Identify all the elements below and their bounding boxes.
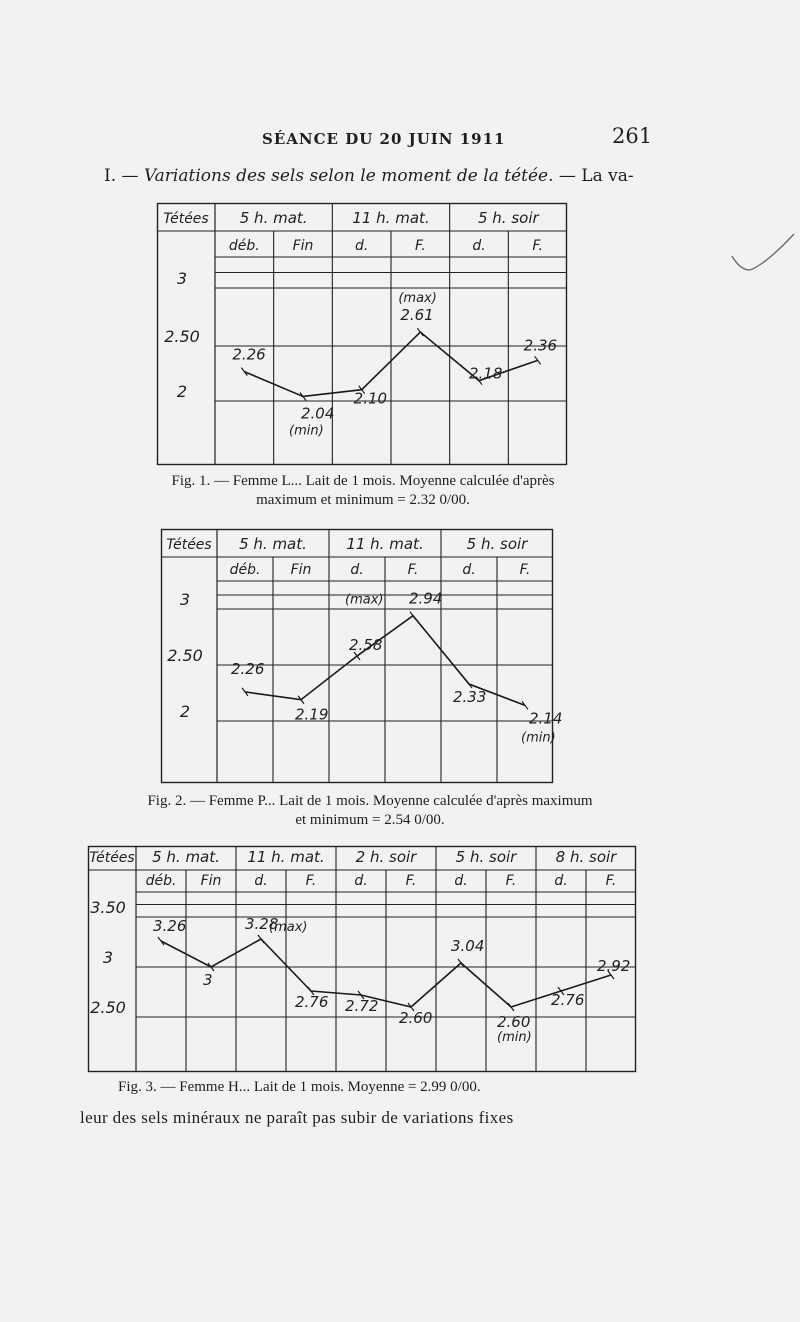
- group-label: 5 h. soir: [455, 848, 517, 866]
- group-label: 5 h. soir: [477, 209, 539, 227]
- section-prefix: I. —: [104, 166, 139, 186]
- data-point-mark: [158, 937, 164, 945]
- section-title: Variations des sels selon le moment de la tétée.: [143, 166, 554, 186]
- data-label: 2.76: [551, 991, 585, 1009]
- y-tick-label: 3: [179, 590, 191, 609]
- max-annotation: (max): [269, 920, 308, 935]
- figure-1-chart: [157, 203, 567, 465]
- group-label: 5 h. mat.: [239, 535, 307, 553]
- figure-3-chart: [88, 846, 636, 1072]
- figure-3-caption-line1: Fig. 3. — Femme H... Lait de 1 mois. Moyenne = 2.99 0/00.: [118, 1079, 481, 1095]
- min-annotation: (min): [289, 423, 324, 439]
- data-label: 2.72: [345, 997, 379, 1015]
- data-label: 2.10: [353, 389, 388, 408]
- group-label: 11 h. mat.: [352, 209, 430, 227]
- group-label: 11 h. mat.: [247, 848, 325, 866]
- page-header: [0, 118, 800, 158]
- data-label: 3.28: [245, 915, 279, 933]
- data-label: 2.33: [453, 688, 487, 707]
- figure-2-chart: [161, 529, 563, 783]
- data-label: 2.76: [295, 993, 329, 1011]
- subcolumn-label: d.: [454, 873, 468, 889]
- figure-1-caption-line1: Fig. 1. — Femme L... Lait de 1 mois. Moyenne calculée d'après: [171, 473, 555, 489]
- data-label: 3: [203, 971, 213, 989]
- data-label: 2.26: [232, 345, 266, 364]
- subcolumn-label: Fin: [292, 238, 314, 254]
- figure-1-caption: [108, 472, 618, 510]
- data-label: 2.58: [349, 636, 383, 655]
- page-number: 261: [612, 124, 653, 148]
- subcolumn-label: d.: [254, 873, 268, 889]
- data-label: 2.14: [529, 709, 563, 728]
- figure-2-caption-line1: Fig. 2. — Femme P... Lait de 1 mois. Moyenne calculée d'après maximum: [147, 793, 593, 809]
- figure-2-caption: [70, 792, 670, 830]
- y-tick-label: 3: [176, 269, 188, 288]
- subcolumn-label: déb.: [229, 562, 261, 578]
- data-label: 2.26: [231, 659, 265, 678]
- subcolumn-label: F.: [305, 873, 317, 889]
- group-label: 5 h. mat.: [152, 848, 220, 866]
- subcolumn-label: d.: [462, 562, 476, 578]
- data-label: 2.94: [409, 589, 443, 608]
- data-label: 3.26: [153, 917, 187, 935]
- subcolumn-label: déb.: [145, 873, 177, 889]
- max-annotation: (max): [398, 291, 437, 307]
- y-tick-label: 3: [102, 948, 114, 967]
- figure-1-caption-line2: maximum et minimum = 2.32 0/00.: [256, 492, 470, 508]
- group-label: 8 h. soir: [555, 848, 617, 866]
- min-annotation: (min): [497, 1030, 532, 1045]
- subcolumn-label: d.: [554, 873, 568, 889]
- max-annotation: (max): [345, 592, 384, 608]
- y-tick-label: 2.50: [167, 646, 203, 665]
- pencil-check-mark: [726, 230, 800, 280]
- subcolumn-label: F.: [414, 238, 426, 254]
- subcolumn-label: d.: [472, 238, 486, 254]
- data-label: 2.19: [295, 705, 329, 724]
- y-tick-label: 3.50: [90, 898, 126, 917]
- subcolumn-label: d.: [350, 562, 364, 578]
- subcolumn-label: F.: [519, 562, 531, 578]
- min-annotation: (min): [521, 730, 556, 746]
- y-tick-label: 2.50: [90, 998, 126, 1017]
- group-label: 2 h. soir: [355, 848, 417, 866]
- data-label: 2.61: [400, 306, 434, 325]
- row-header-label: Tétées: [166, 537, 212, 553]
- data-label: 2.92: [597, 957, 631, 975]
- subcolumn-label: d.: [354, 238, 369, 254]
- data-label: 2.18: [469, 364, 503, 383]
- figure-2-caption-line2: et minimum = 2.54 0/00.: [295, 812, 445, 828]
- subcolumn-label: F.: [405, 873, 417, 889]
- subcolumn-label: déb.: [228, 238, 260, 254]
- y-tick-label: 2: [176, 382, 188, 401]
- subcolumn-label: F.: [505, 873, 517, 889]
- y-tick-label: 2.50: [164, 327, 200, 346]
- data-label: 2.60: [497, 1013, 531, 1031]
- group-label: 11 h. mat.: [346, 535, 424, 553]
- y-tick-label: 2: [179, 702, 191, 721]
- subcolumn-label: F.: [532, 238, 544, 254]
- data-label: 3.04: [451, 937, 485, 955]
- data-label: 2.36: [523, 336, 558, 355]
- running-title: SÉANCE DU 20 JUIN 1911: [262, 130, 506, 148]
- data-point-mark: [410, 612, 416, 620]
- row-header-label: Tétées: [163, 211, 209, 227]
- data-point-mark: [258, 935, 264, 943]
- row-header-label: Tétées: [89, 850, 135, 866]
- subcolumn-label: F.: [605, 873, 617, 889]
- group-label: 5 h. soir: [466, 535, 528, 553]
- data-point-mark: [241, 368, 247, 376]
- figure-3-caption: [88, 1078, 718, 1097]
- data-label: 2.60: [399, 1009, 433, 1027]
- subcolumn-label: d.: [354, 873, 368, 889]
- body-text-line: leur des sels minéraux ne paraît pas subir de variations fixes: [80, 1108, 514, 1127]
- subcolumn-label: Fin: [200, 873, 222, 889]
- group-label: 5 h. mat.: [239, 209, 308, 227]
- subcolumn-label: Fin: [290, 562, 312, 578]
- subcolumn-label: F.: [407, 562, 419, 578]
- data-label: 2.04: [301, 404, 335, 423]
- section-heading: [104, 166, 634, 186]
- section-suffix: — La va-: [558, 166, 634, 186]
